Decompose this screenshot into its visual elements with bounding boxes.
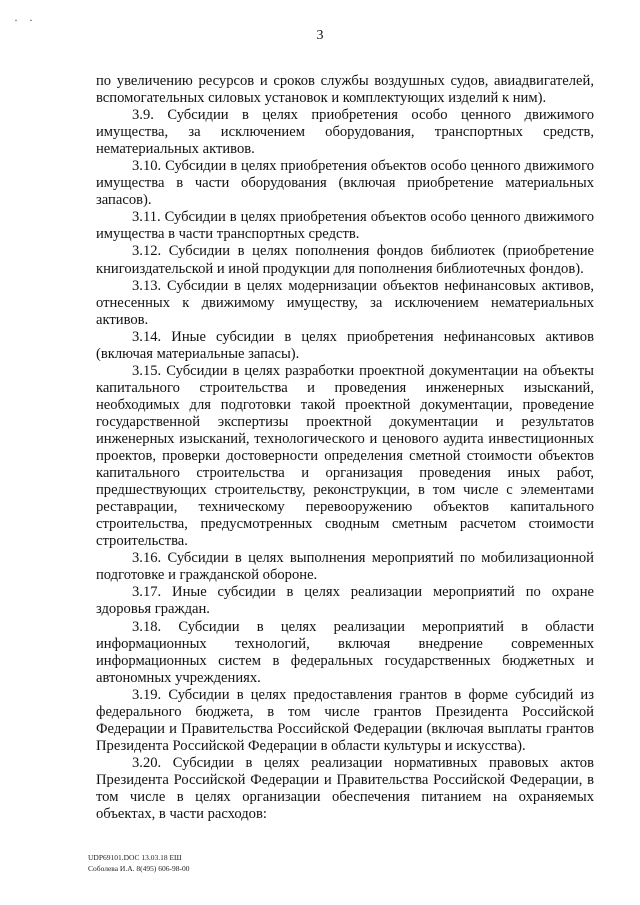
document-footer (88, 852, 190, 874)
paragraph-3-13: 3.13. Субсидии в целях модернизации объектов нефинансовых активов, отнесенных к движимому имуществу, за исключением нематериальных активов. (96, 277, 594, 328)
paragraph-3-15: 3.15. Субсидии в целях разработки проектной документации на объекты капитального строительства и проведения инженерных изысканий, необходимых для подготовки такой проектной документации, проведение государственной экспертизы проектной документации и результатов инженерных изысканий, технологического и ценового аудита инвестиционных проектов, проверки достоверности определения сметной стоимости объектов капитального строительства и организация проведения иных работ, предшествующих строительству, реконструкции, в том числе с элементами реставрации, техническому перевооружению объектов капитального строительства, предусмотренных сводным сметным расчетом стоимости строительства. (96, 362, 594, 550)
paragraph-3-20: 3.20. Субсидии в целях реализации нормативных правовых актов Президента Российской Федерации и Правительства Российской Федерации, в том числе в целях организации обеспечения питанием на охраняемых объектах, в части расходов: (96, 754, 594, 823)
paragraph-3-16: 3.16. Субсидии в целях выполнения мероприятий по мобилизационной подготовке и гражданской обороне. (96, 550, 594, 584)
paragraph-3-11: 3.11. Субсидии в целях приобретения объектов особо ценного движимого имущества в части транспортных средств. (96, 209, 594, 243)
paragraph-3-12: 3.12. Субсидии в целях пополнения фондов библиотек (приобретение книгоиздательской и иной продукции для пополнения библиотечных фондов). (96, 243, 594, 277)
paragraph-3-17: 3.17. Иные субсидии в целях реализации мероприятий по охране здоровья граждан. (96, 584, 594, 618)
paragraph-3-18: 3.18. Субсидии в целях реализации мероприятий в области информационных технологий, включая внедрение современных информационных систем в федеральных государственных бюджетных и автономных учреждениях. (96, 618, 594, 686)
footer-contact-info: Соболева И.А. 8(495) 606-98-00 (88, 864, 190, 873)
paragraph-3-19: 3.19. Субсидии в целях предоставления грантов в форме субсидий из федерального бюджета, в том числе грантов Президента Российской Федерации и Правительства Российской Федерации (включая выплаты грантов Президента Российской Федерации в области культуры и искусства). (96, 686, 594, 754)
paragraph-3-10: 3.10. Субсидии в целях приобретения объектов особо ценного движимого имущества в части оборудования (включая приобретение материальных запасов). (96, 158, 594, 209)
paragraph-continuation: по увеличению ресурсов и сроков службы воздушных судов, авиадвигателей, вспомогательных силовых установок и комплектующих изделий к ним). (96, 73, 594, 107)
scan-mark: · · (14, 13, 37, 27)
paragraph-3-9: 3.9. Субсидии в целях приобретения особо ценного движимого имущества, за исключением оборудования, транспортных средств, нематериальных активов. (96, 107, 594, 158)
document-body (96, 73, 594, 823)
footer-file-info: UDP69101.DOC 13.03.18 ЕШ (88, 853, 182, 862)
page-number: 3 (316, 28, 324, 43)
paragraph-3-14: 3.14. Иные субсидии в целях приобретения нефинансовых активов (включая материальные запасы). (96, 328, 594, 362)
